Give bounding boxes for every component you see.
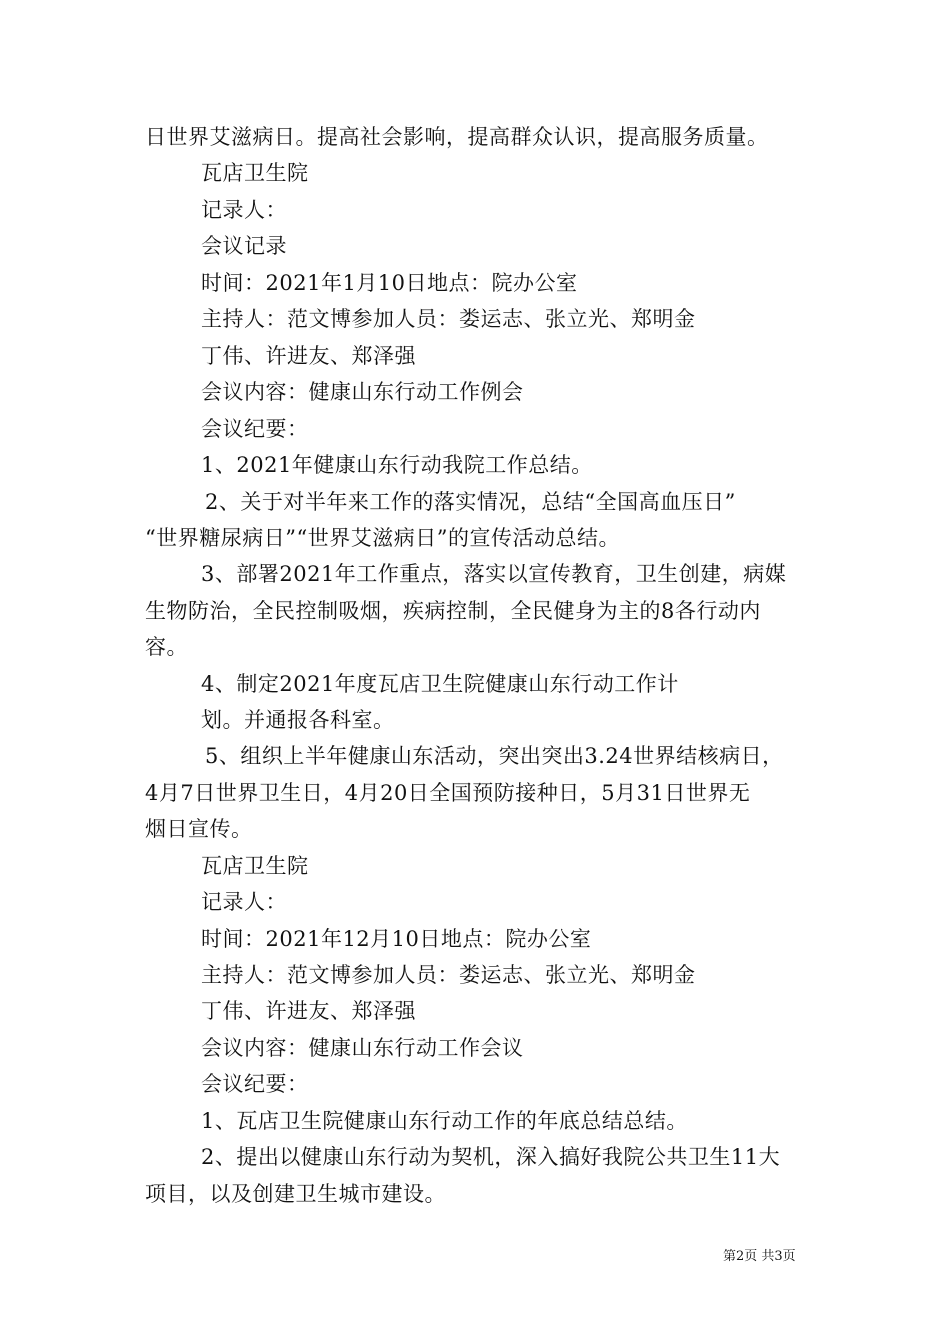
text-line-10: 1、2021年健康山东行动我院工作总结。 xyxy=(201,453,593,477)
text-line-2: 瓦店卫生院 xyxy=(201,161,309,185)
text-line-14: 生物防治，全民控制吸烟，疾病控制，全民健身为主的8各行动内 xyxy=(145,599,761,623)
page-number-footer: 第2页 共3页 xyxy=(723,1249,796,1264)
text-line-6: 主持人：范文博参加人员：娄运志、张立光、郑明金 xyxy=(201,307,696,331)
text-line-7: 丁伟、许进友、郑泽强 xyxy=(201,344,416,368)
text-line-28: 1、瓦店卫生院健康山东行动工作的年底总结总结。 xyxy=(201,1109,688,1133)
text-line-8: 会议内容：健康山东行动工作例会 xyxy=(201,380,524,404)
text-line-1: 日世界艾滋病日。提高社会影响，提高群众认识，提高服务质量。 xyxy=(145,125,769,149)
text-line-12: “世界糖尿病日”“世界艾滋病日”的宣传活动总结。 xyxy=(145,526,620,550)
text-line-4: 会议记录 xyxy=(201,234,287,258)
text-line-26: 会议内容：健康山东行动工作会议 xyxy=(201,1036,524,1060)
text-line-25: 丁伟、许进友、郑泽强 xyxy=(201,999,416,1023)
text-line-24: 主持人：范文博参加人员：娄运志、张立光、郑明金 xyxy=(201,963,696,987)
text-line-29: 2、提出以健康山东行动为契机，深入搞好我院公共卫生11大 xyxy=(201,1145,781,1169)
text-line-9: 会议纪要： xyxy=(201,417,309,441)
text-line-17: 划。并通报各科室。 xyxy=(201,708,395,732)
text-line-21: 瓦店卫生院 xyxy=(201,854,309,878)
text-line-22: 记录人： xyxy=(201,890,287,914)
text-line-19: 4月7日世界卫生日，4月20日全国预防接种日，5月31日世界无 xyxy=(145,781,751,805)
text-line-16: 4、制定2021年度瓦店卫生院健康山东行动工作计 xyxy=(201,672,679,696)
text-line-18: 5、组织上半年健康山东活动，突出突出3.24世界结核病日， xyxy=(205,744,784,768)
text-line-11: 2、关于对半年来工作的落实情况，总结“全国高血压日” xyxy=(205,490,736,514)
text-line-5: 时间：2021年1月10日地点：院办公室 xyxy=(201,271,578,295)
text-line-3: 记录人： xyxy=(201,198,287,222)
text-line-30: 项目，以及创建卫生城市建设。 xyxy=(145,1182,446,1206)
text-line-20: 烟日宣传。 xyxy=(145,817,253,841)
text-line-27: 会议纪要： xyxy=(201,1072,309,1096)
text-line-23: 时间：2021年12月10日地点：院办公室 xyxy=(201,927,592,951)
text-line-13: 3、部署2021年工作重点，落实以宣传教育，卫生创建，病媒 xyxy=(201,562,787,586)
text-line-15: 容。 xyxy=(145,635,188,659)
